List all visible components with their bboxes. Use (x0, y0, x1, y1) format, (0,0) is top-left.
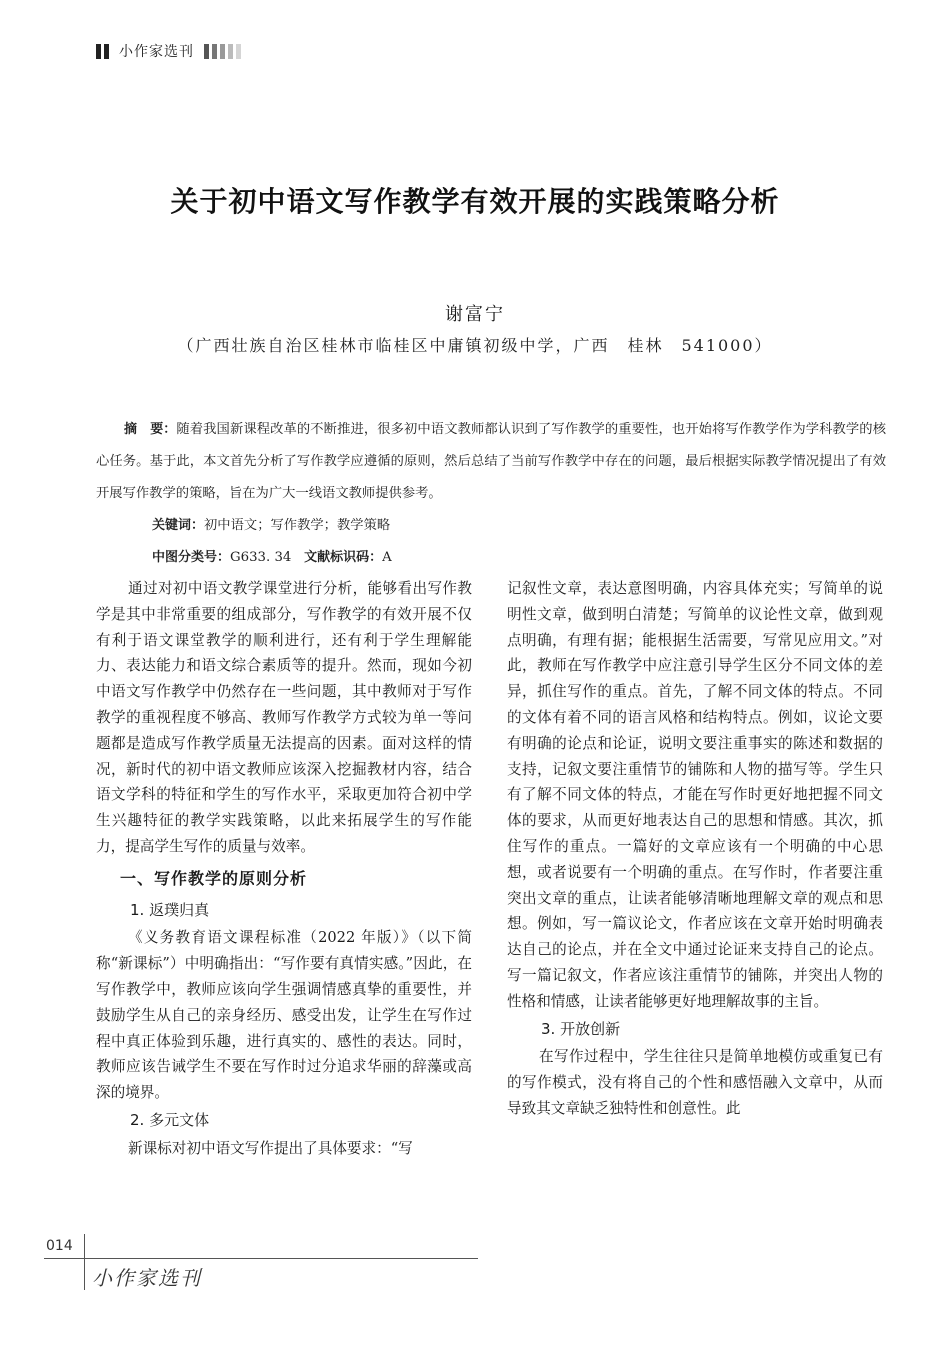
body-paragraph: 在写作过程中，学生往往只是简单地模仿或重复已有的写作模式，没有将自己的个性和感悟融入文章中，从而导致其文章缺乏独特性和创意性。此 (507, 1048, 883, 1117)
keywords-line (96, 510, 886, 542)
journal-name: 小作家选刊 (119, 44, 194, 60)
header-gradient-bar (236, 44, 241, 59)
abstract-paragraph (96, 414, 886, 510)
journal-logo: 小作家选刊 (92, 1266, 202, 1290)
body-paragraph: 记叙性文章，表达意图明确，内容具体充实；写简单的说明性文章，做到明白清楚；写简单的议论性文章，做到观点明确，有理有据；能根据生活需要，写常见应用文。”对此，教师在写作教学中应注意引导学生区分不同文体的差异，抓住写作的重点。首先，了解不同文体的特点。不同的文体有着不同的语言风格和结构特点。例如，议论文要有明确的论点和论证，说明文要注重事实的陈述和数据的支持，记叙文要注重情节的铺陈和人物的描写等。学生只有了解不同文体的特点，才能在写作时更好地把握不同文体的要求，从而更好地表达自己的思想和情感。其次，抓住写作的重点。一篇好的文章应该有一个明确的中心思想，或者说要有一个明确的重点。在写作时，作者要注重突出文章的重点，让读者能够清晰地理解文章的观点和思想。例如，写一篇议论文，作者应该在文章开始时明确表达自己的论点，并在全文中通过论证来支持自己的论点。写一篇记叙文，作者应该注重情节的铺陈，并突出人物的性格和情感，让读者能够更好地理解故事的主旨。 (507, 580, 883, 1010)
left-column (96, 576, 472, 1162)
clc-label: 中图分类号： (152, 550, 231, 565)
abstract-label: 摘 要： (124, 422, 177, 437)
running-header (96, 40, 244, 62)
subsection-heading: 2. 多元文体 (130, 1110, 210, 1129)
header-gradient-bar (220, 44, 225, 59)
author-name: 谢富宁 (445, 304, 505, 325)
header-block-mark (96, 44, 101, 59)
header-gradient-bar (204, 44, 209, 59)
header-gradient-bar (212, 44, 217, 59)
abstract-text: 随着我国新课程改革的不断推进，很多初中语文教师都认识到了写作教学的重要性，也开始将写作教学作为学科教学的核心任务。基于此，本文首先分析了写作教学应遵循的原则，然后总结了当前写作教学中存在的问题，最后根据实际教学情况提出了有效开展写作教学的策略，旨在为广大一线语文教师提供参考。 (96, 422, 886, 501)
footer-rule (44, 1258, 478, 1259)
article-title: 关于初中语文写作教学有效开展的实践策略分析 (170, 185, 780, 218)
right-column (507, 576, 883, 1122)
body-paragraph: 新课标对初中语文写作提出了具体要求：“写 (128, 1139, 413, 1157)
doc-code-value: A (382, 550, 392, 565)
page-number: 014 (46, 1238, 73, 1254)
keywords-text: 初中语文；写作教学；教学策略 (204, 518, 391, 533)
subsection-heading: 1. 返璞归真 (130, 900, 210, 919)
section-heading: 一、写作教学的原则分析 (120, 868, 308, 888)
classification-line (96, 542, 886, 574)
header-block-mark (104, 44, 109, 59)
clc-value: G633. 34 (230, 550, 292, 565)
subsection-heading: 3. 开放创新 (541, 1019, 621, 1038)
body-paragraph: 《义务教育语文课程标准（2022 年版）》（以下简称“新课标”）中明确指出：“写作要有真情实感。”因此，在写作教学中，教师应该向学生强调情感真挚的重要性，并鼓励学生从自己的亲身经历、感受出发，让学生在写作过程中真正体验到乐趣，进行真实的、感性的表达。同时，教师应该告诫学生不要在写作时过分追求华丽的辞藻或高深的境界。 (96, 929, 472, 1102)
author-affiliation: （广西壮族自治区桂林市临桂区中庸镇初级中学，广西 桂林 541000） (177, 336, 773, 355)
footer-divider (84, 1234, 85, 1290)
keywords-label: 关键词： (152, 518, 205, 533)
header-gradient-bar (228, 44, 233, 59)
intro-paragraph: 通过对初中语文教学课堂进行分析，能够看出写作教学是其中非常重要的组成部分，写作教学的有效开展不仅有利于语文课堂教学的顺利进行，还有利于学生理解能力、表达能力和语文综合素质等的提升。然而，现如今初中语文写作教学中仍然存在一些问题，其中教师对于写作教学的重视程度不够高、教师写作教学方式较为单一等问题都是造成写作教学质量无法提高的因素。面对这样的情况，新时代的初中语文教师应该深入挖掘教材内容，结合语文学科的特征和学生的写作水平，采取更加符合初中学生兴趣特征的教学实践策略，以此来拓展学生的写作能力，提高学生写作的质量与效率。 (96, 580, 472, 855)
doc-code-label: 文献标识码： (304, 550, 383, 565)
abstract-block (96, 414, 886, 574)
